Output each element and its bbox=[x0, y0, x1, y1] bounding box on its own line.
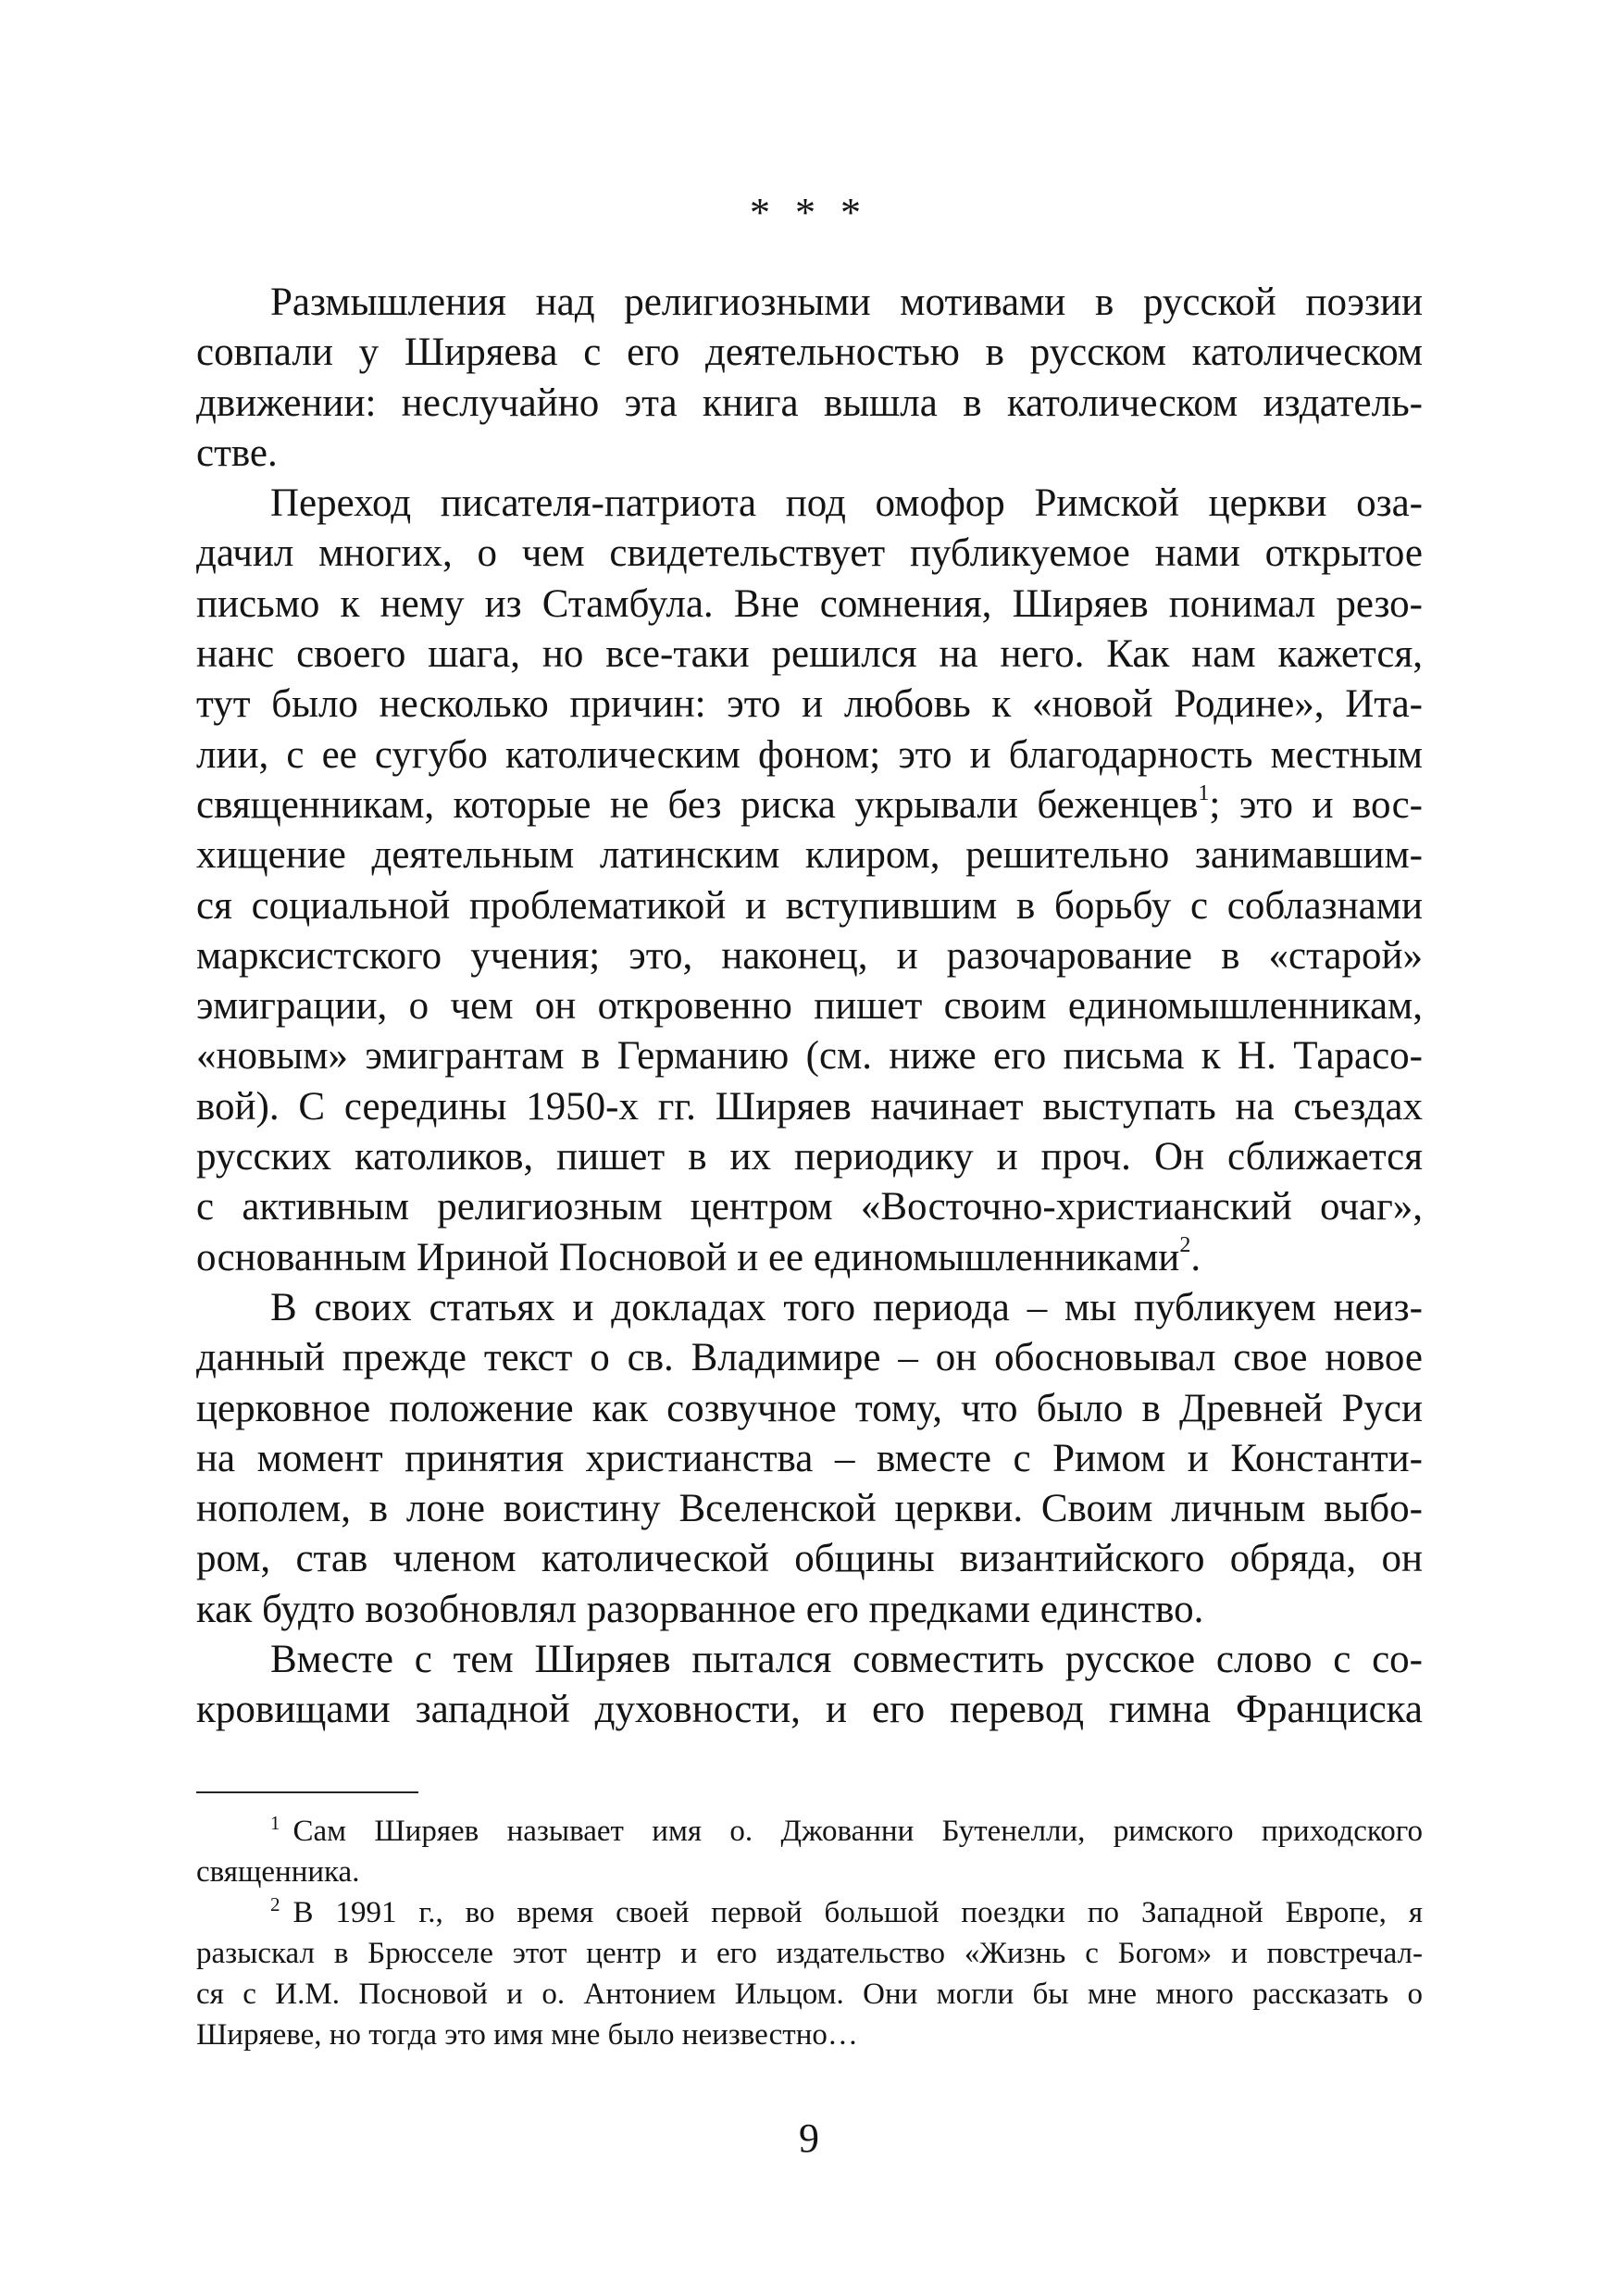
text-line: «новым» эмигрантам в Германию (см. ниже его письма к Н. Тарасо- bbox=[196, 1034, 1423, 1079]
footnote-text: В 1991 г., во время своей первой большой поездки по Западной Европе, я bbox=[292, 1896, 1423, 1929]
text-line: марксистского учения; это, наконец, и разочарование в «старой» bbox=[196, 933, 1423, 978]
text-line: русских католиков, пишет в их периодику и проч. Он сближается bbox=[196, 1135, 1423, 1179]
footnotes bbox=[196, 1811, 1423, 2055]
main-text bbox=[196, 278, 1423, 1736]
footnote-number: 2 bbox=[270, 1893, 280, 1915]
text-line: совпали у Ширяева с его деятельностью в русском католическом bbox=[196, 331, 1423, 375]
text-fragment: священникам, которые не без риска укрывали беженцев bbox=[196, 782, 1199, 827]
text-line: нанс своего шага, но все-таки решился на него. Как нам кажется, bbox=[196, 632, 1423, 677]
page-number: 9 bbox=[799, 2115, 819, 2161]
footnote-line: священника. bbox=[196, 1855, 360, 1889]
text-line: нополем, в лоне воистину Вселенской церкви. Своим личным выбо- bbox=[196, 1487, 1423, 1531]
text-fragment: ; это и вос- bbox=[1209, 782, 1423, 827]
text-line: движении: неслучайно эта книга вышла в католическом издатель- bbox=[196, 381, 1423, 425]
text-line: кровищами западной духовности, и его перевод гимна Франциска bbox=[196, 1688, 1423, 1732]
text-line: В своих статьях и докладах того периода – мы публикуем неиз- bbox=[270, 1285, 1423, 1329]
text-line: Вместе с тем Ширяев пытался совместить русское слово с со- bbox=[270, 1638, 1423, 1682]
text-fragment: . bbox=[1190, 1235, 1201, 1279]
text-line: вой). С середины 1950-х гг. Ширяев начинает выступать на съездах bbox=[196, 1084, 1423, 1129]
text-line: дачил многих, о чем свидетельствует публикуемое нами открытое bbox=[196, 531, 1423, 576]
text-line: как будто возобновлял разорванное его предками единство. bbox=[196, 1587, 1204, 1631]
text-line: хищение деятельным латинским клиром, решительно занимавшим- bbox=[196, 833, 1423, 878]
footnote-2 bbox=[196, 1892, 1423, 1933]
text-line: Переход писателя-патриота под омофор Римской церкви оза- bbox=[270, 481, 1423, 526]
text-line bbox=[196, 1233, 1423, 1283]
footnote-line: разыскал в Брюсселе этот центр и его издательство «Жизнь с Богом» и повстречал- bbox=[196, 1937, 1423, 1970]
footnote-ref-2[interactable]: 2 bbox=[1179, 1233, 1191, 1258]
footnote-1 bbox=[196, 1811, 1423, 1852]
text-line: ся социальной проблематикой и вступившим в борьбу с соблазнами bbox=[196, 883, 1423, 928]
text-line: данный прежде текст о св. Владимире – он обосновывал свое новое bbox=[196, 1336, 1423, 1380]
text-line: тут было несколько причин: это и любовь к «новой Родине», Ита- bbox=[196, 682, 1423, 727]
text-fragment: основанным Ириной Посновой и ее единомышленниками bbox=[196, 1235, 1180, 1279]
text-line: письмо к нему из Стамбула. Вне сомнения, Ширяев понимал резо- bbox=[196, 581, 1423, 626]
text-line: эмиграции, о чем он откровенно пишет своим единомышленникам, bbox=[196, 984, 1423, 1029]
footnote-line: ся с И.М. Посновой и о. Антонием Ильцом. Они могли бы мне много рассказать о bbox=[196, 1978, 1423, 2011]
text-line: с активным религиозным центром «Восточно-христианский очаг», bbox=[196, 1185, 1423, 1229]
footnote-text: Сам Ширяев называет имя о. Джованни Бутенелли, римского приходского bbox=[292, 1815, 1423, 1848]
footnote-number: 1 bbox=[270, 1812, 280, 1834]
text-line: ром, став членом католической общины византийского обряда, он bbox=[196, 1537, 1423, 1581]
footnote-ref-1[interactable]: 1 bbox=[1198, 780, 1210, 805]
footnote-line: Ширяеве, но тогда это имя мне было неизвестно… bbox=[196, 2018, 858, 2052]
text-line: стве. bbox=[196, 430, 278, 475]
footnote-divider bbox=[196, 1791, 418, 1793]
section-separator: * * * bbox=[750, 190, 868, 235]
text-line: Размышления над религиозными мотивами в русской поэзии bbox=[270, 281, 1423, 324]
text-line bbox=[196, 780, 1423, 830]
text-line: на момент принятия христианства – вместе с Римом и Константи- bbox=[196, 1436, 1423, 1480]
text-line: церковное положение как созвучное тому, что было в Древней Руси bbox=[196, 1386, 1423, 1430]
text-line: лии, с ее сугубо католическим фоном; это и благодарность местным bbox=[196, 732, 1423, 777]
